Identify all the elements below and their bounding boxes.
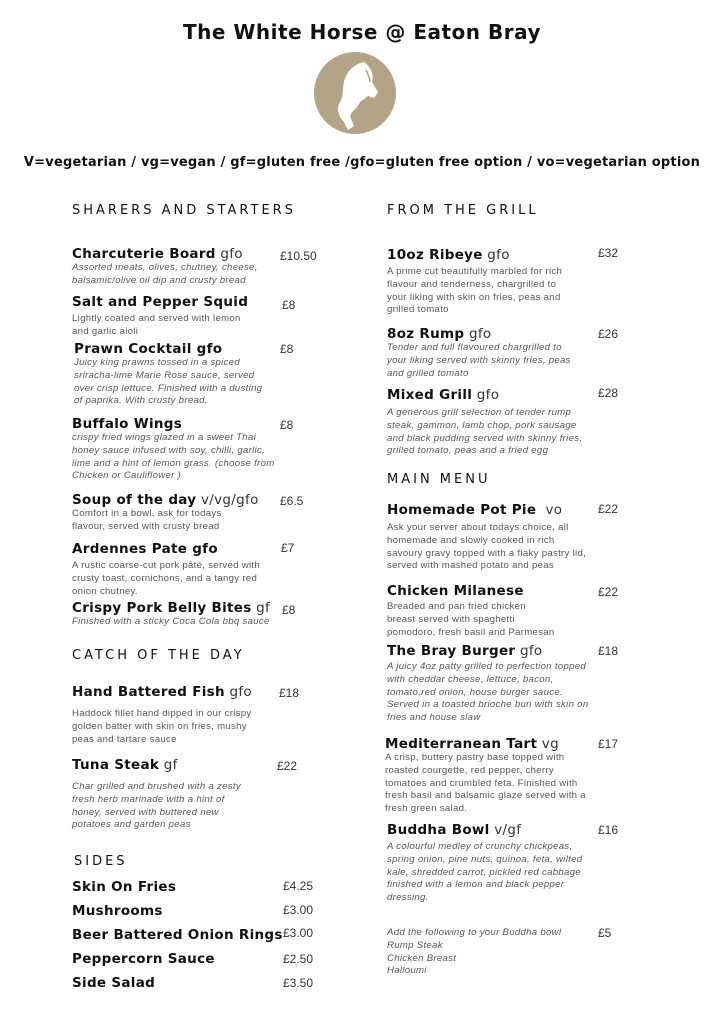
item-price: £3.00 [283, 926, 314, 940]
item-tag: gfo [472, 387, 500, 403]
item-name: Homemade Pot Pie [387, 502, 537, 518]
item-price: £10.50 [280, 249, 317, 263]
menu-item [387, 502, 592, 573]
item-description: Tender and full flavoured chargrilled to your liking served with skinny fries, peas and grilled tomato [387, 342, 571, 379]
side-item: Peppercorn Sauce [72, 951, 215, 967]
item-price: £26 [598, 327, 619, 341]
item-description: Breaded and pan fried chicken breast served with spaghetti pomodoro, fresh basil and Parmesan [387, 601, 555, 638]
item-name: Hand Battered Fish [72, 684, 225, 700]
item-tag: gfo [224, 684, 252, 700]
item-name: Salt and Pepper Squid [72, 294, 249, 310]
item-price: £18 [598, 644, 619, 658]
item-description: Assorted meats, olives, chutney, cheese, balsamic/olive oil dip and crusty bread [72, 262, 258, 286]
menu-item [387, 387, 592, 458]
item-name: Prawn Cocktail gfo [74, 341, 223, 357]
item-price: £22 [598, 502, 619, 516]
item-price: £32 [598, 246, 619, 260]
menu-item [387, 822, 597, 905]
item-price: £3.50 [283, 976, 314, 990]
item-name: Buddha Bowl [387, 822, 490, 838]
item-price: £3.00 [283, 903, 314, 917]
section-heading-grill: FROM THE GRILL [387, 203, 539, 218]
item-description: A prime cut beautifully marbled for rich flavour and tenderness, chargrilled to your liking with skin on fries, peas and grilled tomato [387, 266, 563, 316]
item-price: £8 [280, 418, 294, 432]
item-tag: gfo [215, 246, 243, 262]
item-name: Ardennes Pate gfo [72, 541, 218, 557]
menu-item [72, 294, 247, 339]
item-description: A rustic coarse-cut pork pâté, served with crusty toast, cornichons, and a tangy red onion chutney. [72, 560, 261, 597]
side-item: Side Salad [72, 975, 156, 991]
item-tag: v/vg/gfo [196, 492, 259, 508]
item-description: Comfort in a bowl, ask for todays flavour, served with crusty bread [72, 508, 222, 532]
addon-price: £5 [598, 926, 612, 940]
section-heading-starters: SHARERS AND STARTERS [72, 203, 296, 218]
item-price: £18 [279, 686, 300, 700]
menu-item [72, 757, 257, 832]
item-tag: vg [537, 736, 559, 752]
item-name: Crispy Pork Belly Bites [72, 600, 252, 616]
item-tag: gf [251, 600, 271, 616]
menu-item [74, 341, 264, 408]
item-price: £8 [282, 298, 296, 312]
item-tag: gfo [464, 326, 492, 342]
item-description: crispy fried wings glazed in a sweet Thai honey sauce infused with soy, chilli, garlic, lime and a hint of lemon grass. (choose from Chicken or Cauliflower ) [72, 432, 275, 482]
item-description: A crisp, buttery pastry base topped with roasted courgette, red pepper, cherry tomatoes and crumbled feta. Finished with fresh basil and balsamic glaze served with a fresh green salad. [385, 752, 586, 815]
item-description: Ask your server about todays choice, all homemade and slowly cooked in rich savoury gravy topped with a flaky pastry lid, served with mashed potato and peas [387, 522, 587, 572]
item-name: Buffalo Wings [72, 416, 183, 432]
menu-item [387, 326, 582, 380]
item-tag: gfo [515, 643, 543, 659]
item-price: £16 [598, 823, 619, 837]
item-name: Chicken Milanese [387, 583, 524, 599]
item-price: £4.25 [283, 879, 314, 893]
menu-item [387, 583, 557, 639]
section-heading-catch: CATCH OF THE DAY [72, 648, 245, 663]
restaurant-title: The White Horse @ Eaton Bray [182, 20, 542, 44]
item-tag: v/gf [489, 822, 522, 838]
item-name: Soup of the day [72, 492, 197, 508]
item-price: £17 [598, 737, 619, 751]
item-tag: gf [159, 757, 178, 773]
menu-item [387, 247, 577, 317]
item-name: The Bray Burger [387, 643, 516, 659]
addon-line: Add the following to your Buddha bowl [387, 927, 562, 938]
item-price: £8 [282, 603, 296, 617]
item-price: £2.50 [283, 952, 314, 966]
item-price: £22 [598, 585, 619, 599]
section-heading-sides: SIDES [74, 854, 128, 869]
menu-item [72, 416, 277, 483]
menu-item [72, 541, 277, 598]
item-description: Juicy king prawns tossed in a spiced sriracha-lime Marie Rose sauce, served over crisp lettuce. Finished with a dusting of paprika. With crusty bread. [74, 357, 263, 407]
dietary-legend: V=vegetarian / vg=vegan / gf=gluten free /gfo=gluten free option / vo=vegetarian option [23, 155, 701, 170]
side-item: Beer Battered Onion Rings [72, 927, 283, 943]
item-price: £7 [281, 541, 295, 555]
side-item: Skin On Fries [72, 879, 177, 895]
side-item: Mushrooms [72, 903, 163, 919]
item-name: 10oz Ribeye [387, 247, 483, 263]
item-price: £6.5 [280, 494, 304, 508]
addon-line: Halloumi [387, 965, 427, 977]
item-description: Char grilled and brushed with a zesty fresh herb marinade with a hint of honey, served with buttered new potatoes and garden peas [72, 781, 241, 831]
item-price: £8 [280, 342, 294, 356]
item-name: Charcuterie Board [72, 246, 216, 262]
menu-item [72, 246, 287, 288]
section-heading-main: MAIN MENU [387, 472, 491, 487]
item-tag: vo [536, 502, 563, 518]
item-name: Mediterranean Tart [385, 736, 538, 752]
item-description: Lightly coated and served with lemon and garlic aioli [72, 313, 241, 337]
item-name: Mixed Grill [387, 387, 473, 403]
item-name: 8oz Rump [387, 326, 465, 342]
menu-item [385, 736, 595, 816]
item-description: A juicy 4oz patty grilled to perfection topped with cheddar cheese, lettuce, bacon, tomato,red onion, house burger sauce. Served in a toasted brioche bun with skin on fries and house slaw [387, 661, 589, 724]
menu-item [72, 600, 282, 629]
item-tag: gfo [482, 247, 510, 263]
item-name: Tuna Steak [72, 757, 160, 773]
item-price: £28 [598, 386, 619, 400]
horse-logo-icon [314, 52, 396, 134]
menu-item [387, 643, 597, 725]
addon-line: Chicken Breast [387, 952, 457, 964]
item-description: Finished with a sticky Coca Cola bbq sauce [72, 616, 270, 627]
addon-line: Rump Steak [387, 939, 443, 951]
menu-item [72, 684, 262, 746]
item-price: £22 [277, 759, 298, 773]
item-description: A generous grill selection of tender rump steak, gammon, lamb chop, pork sausage and black pudding served with skinny fries, grilled tomato, peas and a fried egg [387, 407, 583, 457]
menu-item [72, 492, 259, 534]
item-description: Haddock fillet hand dipped in our crispy golden batter with skin on fries, mushy peas and tartare sauce [72, 708, 252, 745]
buddha-bowl-addons [387, 927, 587, 978]
item-description: A colourful medley of crunchy chickpeas, spring onion, pine nuts, quinoa, feta, wilted kale, shredded carrot, pickled red cabbage finished with a lemon and black pepper dressing. [387, 841, 583, 904]
